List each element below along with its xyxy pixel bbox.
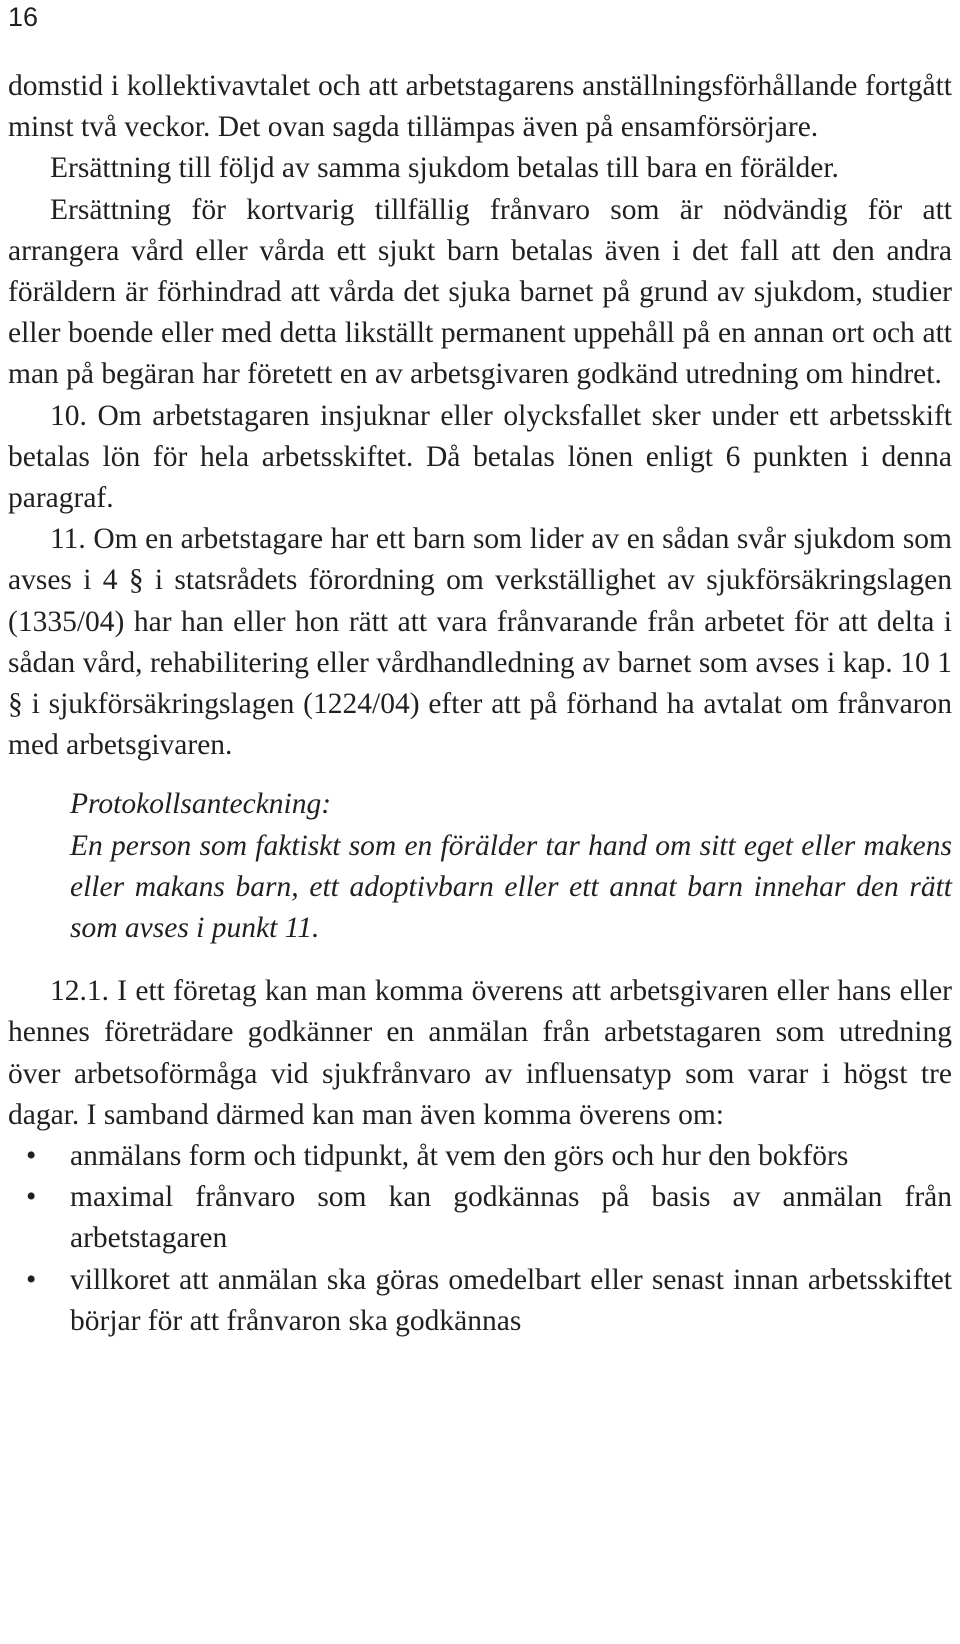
bullet-list — [8, 1136, 952, 1342]
paragraph-single-parent: Ersättning till följd av samma sjukdom betalas till bara en förälder. — [50, 152, 839, 185]
protocol-note — [70, 784, 952, 949]
list-item-text: villkoret att anmälan ska göras omedelbart eller senast innan arbetsskiftet börjar för att frånvaron ska godkännas — [70, 1263, 952, 1337]
paragraph-continuation: domstid i kollektivavtalet och att arbetstagarens anställningsförhållande fortgått minst två veckor. Det ovan sagda tillämpas även på ensamförsörjare. — [8, 70, 952, 144]
list-item — [8, 1260, 952, 1342]
paragraph-short-absence: Ersättning för kortvarig tillfällig frånvaro som är nödvändig för att arrangera vård eller vårda ett sjukt barn betalas även i det fall att den andra föräldern är förhindrad att vårda det sjuka barnet på grund av sjukdom, studier eller boende eller med detta likställt permanent uppehåll på en annan ort och att man på begäran har företett en av arbetsgivaren godkänd utredning om hindret. — [8, 193, 952, 391]
page-number: 16 — [8, 2, 39, 32]
list-item-text: anmälans form och tidpunkt, åt vem den görs och hur den bokförs — [70, 1140, 849, 1173]
list-item-text: maximal frånvaro som kan godkännas på basis av anmälan från arbetstagaren — [70, 1181, 952, 1255]
paragraph-point-10: 10. Om arbetstagaren insjuknar eller olycksfallet sker under ett arbetsskift betalas lön för hela arbetsskiftet. Då betalas lönen enligt 6 punkten i denna paragraf. — [8, 399, 952, 515]
section-12-1 — [8, 971, 952, 1342]
document-body — [8, 66, 952, 1342]
protocol-heading: Protokollsanteckning: — [70, 788, 332, 821]
paragraph-point-11: 11. Om en arbetstagare har ett barn som lider av en sådan svår sjukdom som avses i 4 § i statsrådets förordning om verkställighet av sjukförsäkringslagen (1335/04) har han eller hon rätt att vara frånvarande från arbetet för att delta i sådan vård, rehabilitering eller vårdhandledning av barnet som avses i kap. 10 1 § i sjukförsäkringslagen (1224/04) efter att på förhand ha avtalat om frånvaron med arbetsgivaren. — [8, 523, 952, 762]
paragraph-point-12-1: 12.1. I ett företag kan man komma överens att arbetsgivaren eller hans eller hennes företrädare godkänner en anmälan från arbetstagaren som utredning över arbetsoförmåga vid sjukfrånvaro av influensatyp som varar i högst tre dagar. I samband därmed kan man även komma överens om: — [8, 975, 952, 1131]
list-item — [8, 1177, 952, 1259]
list-item — [8, 1136, 952, 1177]
bullet-icon: • — [26, 1263, 37, 1296]
bullet-icon: • — [26, 1140, 37, 1173]
protocol-text: En person som faktiskt som en förälder tar hand om sitt eget eller makens eller makans barn, ett adoptivbarn eller ett annat barn innehar den rätt som avses i punkt 11. — [70, 829, 952, 945]
bullet-icon: • — [26, 1181, 37, 1214]
